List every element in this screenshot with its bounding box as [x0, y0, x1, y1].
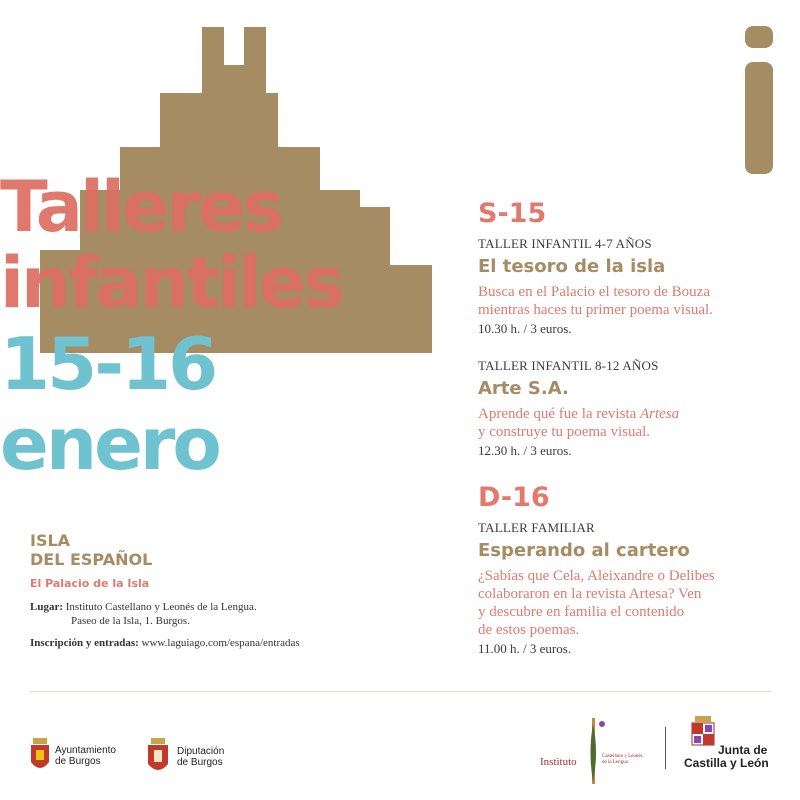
instituto-emblem-icon	[585, 712, 605, 788]
registration-link[interactable]: www.laguiago.com/espana/entradas	[141, 637, 300, 649]
workshop-desc-line: colaboraron en la revista Artesa? Ven	[478, 586, 702, 602]
workshop-1	[478, 236, 778, 337]
workshop-title: Esperando al cartero	[478, 540, 690, 561]
headline-infantiles: infantiles	[0, 242, 342, 324]
info-i-icon	[745, 26, 773, 174]
workshop-desc-line: de estos poemas.	[478, 622, 580, 638]
logo-separator	[665, 727, 666, 769]
diputacion-shield-icon	[147, 738, 169, 776]
headline-dates: 15-16	[0, 322, 216, 406]
footer-divider	[30, 691, 771, 692]
workshop-desc-line: Aprende qué fue la revista Artesa	[478, 406, 680, 422]
workshop-title: Arte S.A.	[478, 378, 569, 399]
headline-talleres: Talleres	[0, 166, 282, 248]
workshop-time: 12.30 h. / 3 euros.	[478, 443, 572, 458]
burgos-shield-icon	[30, 738, 50, 774]
venue-subtitle: El Palacio de la Isla	[30, 577, 150, 590]
venue-address: Paseo de la Isla, 1. Burgos.	[71, 615, 190, 627]
castilla-leon-shield-icon	[690, 716, 716, 748]
workshop-time: 11.00 h. / 3 euros.	[478, 641, 572, 656]
workshop-desc-line: Busca en el Palacio el tesoro de Bouza	[478, 284, 711, 300]
workshop-kind: TALLER FAMILIAR	[478, 520, 595, 535]
workshop-desc-line: y construye tu poema visual.	[478, 424, 651, 440]
venue-block	[30, 531, 360, 650]
workshop-desc-line: y descubre en familia el contenido	[478, 604, 685, 620]
diputacion-logo: Diputación de Burgos	[147, 738, 224, 776]
workshop-title: El tesoro de la isla	[478, 256, 666, 277]
day-label: S-15	[478, 198, 547, 229]
day-block-d16	[478, 482, 778, 513]
ayuntamiento-logo: Ayuntamiento de Burgos	[30, 738, 116, 774]
workshop-kind: TALLER INFANTIL 8-12 AÑOS	[478, 358, 659, 373]
day-label: D-16	[478, 482, 550, 513]
workshop-desc-line: ¿Sabías que Cela, Aleixandre o Delibes	[478, 568, 715, 584]
venue-location: Lugar: Instituto Castellano y Leonés de la Lengua.	[30, 601, 257, 613]
venue-name: ISLA	[30, 531, 71, 550]
junta-logo: Junta de Castilla y León	[684, 716, 784, 772]
workshop-2	[478, 358, 778, 459]
workshop-desc-line: mientras haces tu primer poema visual.	[478, 302, 713, 318]
workshop-kind: TALLER INFANTIL 4-7 AÑOS	[478, 236, 652, 251]
day-block-s15	[478, 198, 778, 229]
instituto-logo: Instituto Castellano y Leonés de la Lengua	[540, 712, 660, 788]
venue-registration: Inscripción y entradas: www.laguiago.com/espana/entradas	[30, 637, 300, 649]
venue-name: DEL ESPAÑOL	[30, 550, 153, 569]
workshop-time: 10.30 h. / 3 euros.	[478, 321, 572, 336]
headline-month: enero	[0, 402, 219, 486]
workshop-3	[478, 520, 778, 657]
